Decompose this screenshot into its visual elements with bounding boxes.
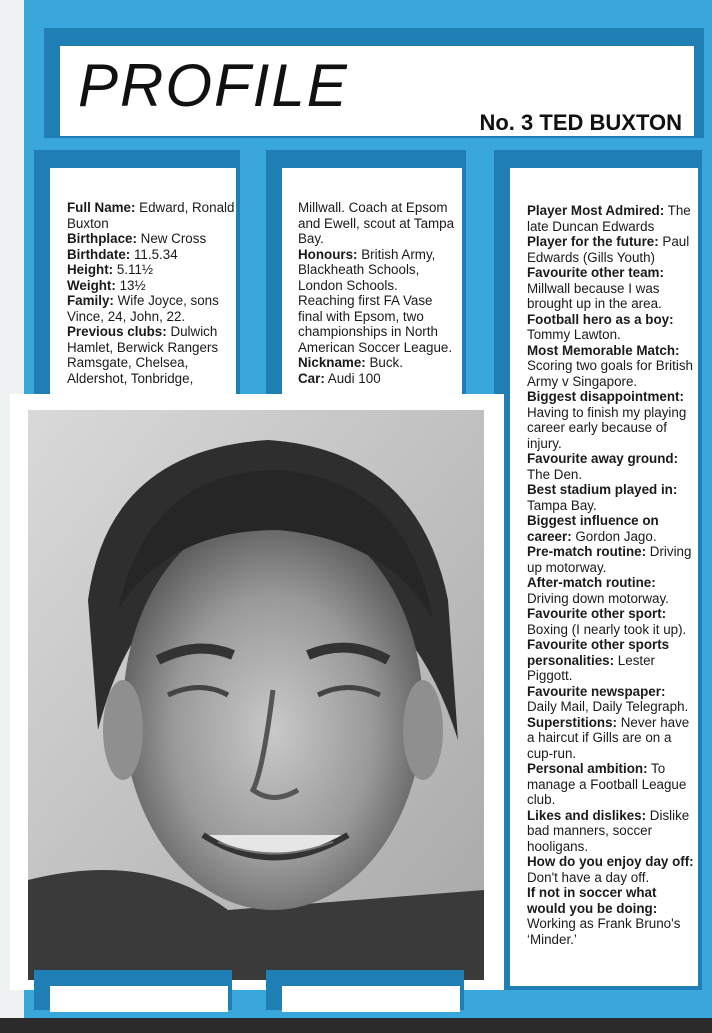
- entry-value: To manage a Football League club.: [527, 761, 687, 807]
- entry-value: Tampa Bay.: [527, 497, 597, 513]
- player-photo: [28, 410, 484, 980]
- entry-label: Previous clubs:: [67, 324, 167, 339]
- entry-label: Likes and dislikes:: [527, 807, 647, 823]
- entry-label: Favourite away ground:: [527, 451, 679, 466]
- col3-entry: [527, 312, 697, 343]
- entry-value: British Army, Blackheath Schools, London Schools. Reaching first FA Vase final with Epsom, two championships in North American Soccer League.: [298, 246, 453, 355]
- entry-label: If not in soccer what would you be doing:: [527, 885, 658, 916]
- col3-entry: [527, 606, 697, 637]
- entry-value: Dulwich Hamlet, Berwick Rangers Ramsgate, Chelsea, Aldershot, Tonbridge,: [67, 324, 219, 386]
- entry-label: Favourite other sport:: [527, 606, 667, 621]
- col3-entry: [527, 544, 697, 575]
- entry-value: Gordon Jago.: [571, 528, 657, 544]
- col1-entry: [67, 247, 235, 263]
- entry-value: Audi 100: [324, 370, 381, 386]
- entry-label: Most Memorable Match:: [527, 342, 680, 358]
- entry-label: Pre-match routine:: [527, 544, 647, 559]
- entry-value: The Den.: [527, 466, 583, 482]
- entry-value: Edward, Ronald Buxton: [67, 200, 235, 231]
- page-title: PROFILE: [78, 52, 349, 119]
- col2-entry: [298, 200, 458, 247]
- entry-value: Daily Mail, Daily Telegraph.: [527, 699, 689, 714]
- entry-value: 11.5.34: [130, 246, 178, 262]
- col3-entry: [527, 265, 697, 312]
- entry-label: Birthdate:: [67, 246, 131, 262]
- bottom-tab-1: [50, 986, 228, 1012]
- col1-entry: [67, 324, 235, 386]
- entry-value: Millwall. Coach at Epsom and Ewell, scout at Tampa Bay.: [298, 200, 455, 246]
- col3-entry: [527, 234, 697, 265]
- col1-entry: [67, 293, 235, 324]
- col3-entry: [527, 575, 697, 606]
- entry-label: Player for the future:: [527, 234, 659, 249]
- entry-label: Family:: [67, 293, 114, 308]
- col3-entry: [527, 854, 697, 885]
- entry-label: Personal ambition:: [527, 761, 648, 776]
- entry-label: After-match routine:: [527, 575, 656, 590]
- col3-text: [527, 203, 697, 947]
- col2-entry: [298, 247, 458, 356]
- entry-value: Driving down motorway.: [527, 590, 669, 606]
- col3-entry: [527, 389, 697, 451]
- entry-value: Paul Edwards (Gills Youth): [527, 234, 690, 265]
- entry-label: Honours:: [298, 246, 358, 262]
- bottom-tab-2: [282, 986, 460, 1012]
- col3-entry: [527, 203, 697, 234]
- col2-text: [298, 200, 458, 386]
- entry-label: Weight:: [67, 277, 116, 293]
- entry-value: Never have a haircut if Gills are on a cup-run.: [527, 714, 690, 761]
- col3-entry: [527, 513, 697, 544]
- entry-label: Nickname:: [298, 355, 366, 370]
- entry-label: Biggest influence on career:: [527, 513, 659, 544]
- col3-entry: [527, 885, 697, 947]
- col2-entry: [298, 355, 458, 371]
- entry-value: 13½: [115, 277, 146, 293]
- entry-value: Tommy Lawton.: [527, 327, 621, 342]
- col1-entry: [67, 278, 235, 294]
- entry-label: How do you enjoy day off:: [527, 854, 694, 869]
- col1-entry: [67, 231, 235, 247]
- entry-label: Best stadium played in:: [527, 482, 678, 497]
- entry-label: Favourite other sports personalities:: [527, 637, 670, 668]
- entry-value: 5.11½: [113, 262, 154, 277]
- col3-entry: [527, 715, 697, 762]
- col2-entry: [298, 371, 458, 387]
- entry-value: Buck.: [365, 355, 403, 370]
- entry-label: Favourite other team:: [527, 265, 664, 280]
- entry-label: Birthplace:: [67, 231, 137, 246]
- col1-text: [67, 200, 235, 386]
- entry-label: Football hero as a boy:: [527, 311, 674, 327]
- col3-entry: [527, 761, 697, 808]
- entry-value: Driving up motorway.: [527, 544, 692, 575]
- col3-entry: [527, 343, 697, 390]
- entry-value: Wife Joyce, sons Vince, 24, John, 22.: [67, 293, 219, 324]
- col3-entry: [527, 482, 697, 513]
- entry-value: Having to finish my playing career early because of injury.: [527, 404, 687, 451]
- entry-value: Scoring two goals for British Army v Singapore.: [527, 358, 693, 389]
- entry-value: Working as Frank Bruno's ‘Minder.’: [527, 916, 681, 947]
- entry-label: Biggest disappointment:: [527, 389, 684, 404]
- col3-entry: [527, 684, 697, 715]
- col1-entry: [67, 262, 235, 278]
- entry-value: Lester Piggott.: [527, 652, 656, 683]
- entry-label: Car:: [298, 370, 325, 386]
- entry-value: The late Duncan Edwards: [527, 203, 691, 234]
- entry-label: Height:: [67, 262, 114, 277]
- col3-entry: [527, 808, 697, 855]
- col3-entry: [527, 451, 697, 482]
- player-heading: No. 3 TED BUXTON: [479, 110, 682, 135]
- entry-label: Favourite newspaper:: [527, 683, 666, 699]
- page-bottom-edge: [0, 1018, 712, 1033]
- entry-label: Player Most Admired:: [527, 203, 665, 218]
- entry-label: Superstitions:: [527, 714, 618, 730]
- entry-label: Full Name:: [67, 200, 136, 215]
- entry-value: Don't have a day off.: [527, 869, 650, 885]
- col1-entry: [67, 200, 235, 231]
- entry-value: Dislike bad manners, soccer hooligans.: [527, 807, 690, 854]
- entry-value: New Cross: [136, 231, 207, 246]
- col3-entry: [527, 637, 697, 684]
- entry-value: Boxing (I nearly took it up).: [527, 621, 687, 637]
- entry-value: Millwall because I was brought up in the area.: [527, 280, 662, 311]
